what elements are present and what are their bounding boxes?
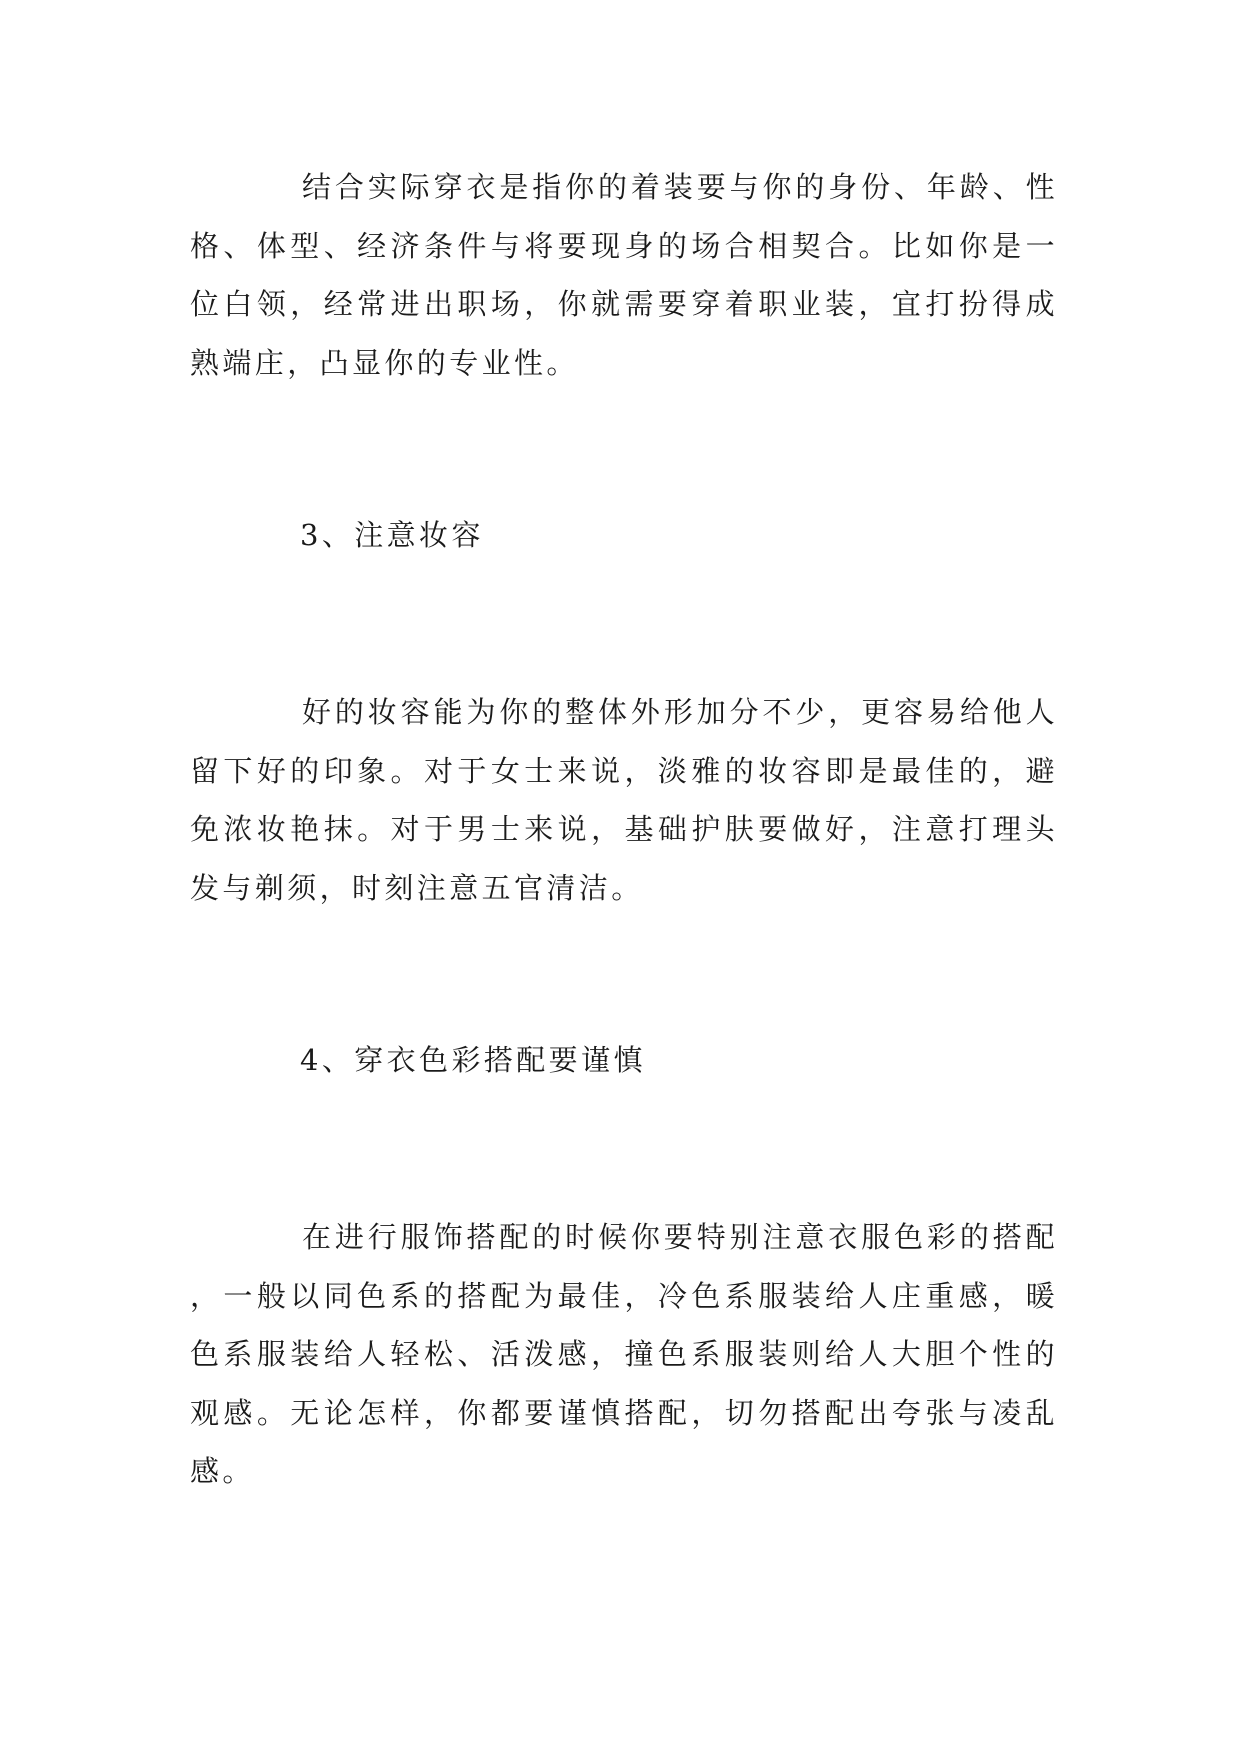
body-paragraph: 好的妆容能为你的整体外形加分不少，更容易给他人留下好的印象。对于女士来说，淡雅的妆容即是最佳的，避免浓妆艳抹。对于男士来说，基础护肤要做好，注意打理头发与剃须，时刻注意五官清洁。 [190,695,1058,905]
body-paragraph: 在进行服饰搭配的时候你要特别注意衣服色彩的搭配，一般以同色系的搭配为最佳，冷色系服装给人庄重感，暖色系服装给人轻松、活泼感，撞色系服装则给人大胆个性的观感。无论怎样，你都要谨慎搭配，切勿搭配出夸张与凌乱感。 [190,1220,1058,1488]
section-heading: 3、注意妆容 [300,518,484,552]
body-paragraph: 结合实际穿衣是指你的着装要与你的身份、年龄、性格、体型、经济条件与将要现身的场合相契合。比如你是一位白领，经常进出职场，你就需要穿着职业装，宜打扮得成熟端庄，凸显你的专业性。 [190,170,1058,380]
section-heading: 4、穿衣色彩搭配要谨慎 [300,1043,646,1077]
